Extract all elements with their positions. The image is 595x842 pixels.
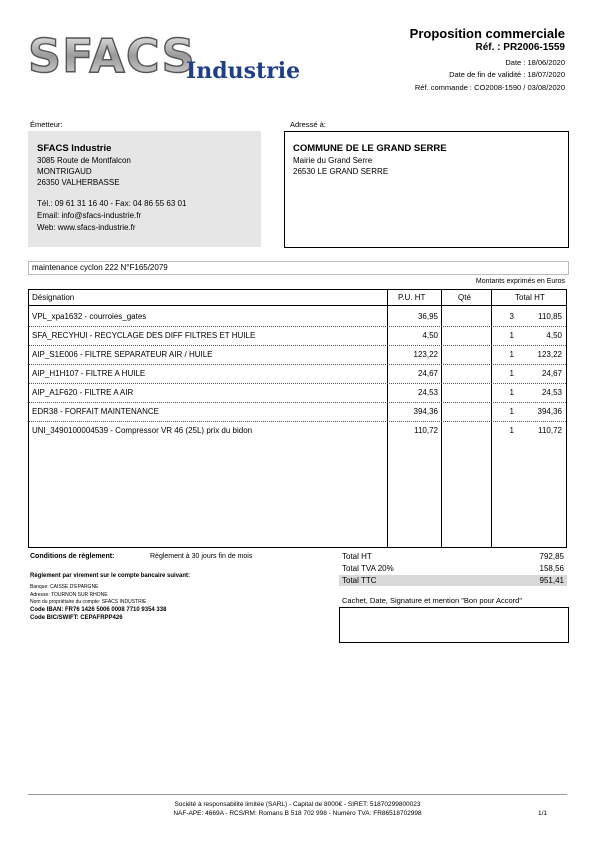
transfer-label: Règlement par virement sur le compte bancaire suivant: bbox=[30, 573, 191, 579]
table-row bbox=[29, 326, 566, 346]
sender-name: SFACS Industrie bbox=[37, 143, 112, 154]
cell-qty: 3 bbox=[509, 312, 514, 321]
items-table bbox=[28, 289, 567, 548]
currency-note: Montants exprimés en Euros bbox=[475, 278, 565, 285]
sender-web: Web: www.sfacs-industrie.fr bbox=[37, 223, 136, 232]
total-ht-row bbox=[339, 552, 567, 562]
total-ht-label: Total HT bbox=[342, 552, 372, 561]
table-row bbox=[29, 421, 566, 440]
cell-unit-price: 24,67 bbox=[417, 369, 438, 378]
sender-address-3: 26350 VALHERBASSE bbox=[37, 178, 120, 187]
table-row bbox=[29, 307, 566, 327]
cell-total: 110,72 bbox=[538, 426, 562, 435]
cell-unit-price: 24,53 bbox=[417, 388, 438, 397]
account-owner: Nom du propriétaire du compte: SFACS INDUSTRIE bbox=[30, 599, 147, 605]
subject-text: maintenance cyclon 222 N°F165/2079 bbox=[32, 263, 168, 272]
footer-divider bbox=[28, 794, 567, 795]
col-header-unit-price: P.U. HT bbox=[398, 293, 426, 302]
cell-designation: UNI_3490100004539 - Compressor VR 46 (25L) prix du bidon bbox=[32, 426, 253, 435]
cell-qty: 1 bbox=[509, 369, 514, 378]
col-header-designation: Désignation bbox=[32, 293, 75, 302]
bank-address: Adresse: TOURNON SUR RHONE bbox=[30, 592, 108, 598]
sender-box bbox=[28, 131, 261, 247]
order-ref: Réf. commande : CO2008-1590 / 03/08/2020 bbox=[414, 83, 565, 92]
iban: Code IBAN: FR76 1426 5006 0008 7710 9354 338 bbox=[30, 607, 167, 613]
total-tva-row bbox=[339, 564, 567, 574]
total-ttc-label: Total TTC bbox=[342, 576, 377, 585]
cell-qty: 1 bbox=[509, 331, 514, 340]
total-ttc-value: 951,41 bbox=[539, 576, 564, 585]
sender-email: Email: info@sfacs-industrie.fr bbox=[37, 211, 142, 220]
cell-qty: 1 bbox=[509, 350, 514, 359]
recipient-address-1: Mairie du Grand Serre bbox=[293, 156, 373, 165]
header-divider bbox=[29, 305, 566, 306]
subject-line bbox=[28, 261, 569, 275]
total-ht-value: 792,85 bbox=[539, 552, 564, 561]
cell-qty: 1 bbox=[509, 426, 514, 435]
footer-legal-2: NAF-APE: 4669A - RCS/RM: Romans B 518 702 998 - Numéro TVA: FR86518702998 bbox=[173, 810, 422, 817]
cell-total: 394,36 bbox=[537, 407, 562, 416]
sender-phone: Tél.: 09 61 31 16 40 - Fax: 04 86 55 63 01 bbox=[37, 199, 187, 208]
table-row bbox=[29, 364, 566, 384]
cell-designation: AIP_S1E006 - FILTRE SEPARATEUR AIR / HUILE bbox=[32, 350, 213, 359]
document-ref: Réf. : PR2006-1559 bbox=[475, 42, 565, 53]
total-tva-value: 158,56 bbox=[539, 564, 564, 573]
cell-unit-price: 4,50 bbox=[422, 331, 438, 340]
footer-legal-1: Société à responsabilité limitée (SARL) - Capital de 8000€ - SIRET: 51870299800023 bbox=[174, 801, 421, 808]
recipient-box bbox=[284, 131, 569, 248]
cell-unit-price: 110,72 bbox=[414, 426, 438, 435]
total-ttc-row bbox=[339, 575, 567, 586]
company-logo bbox=[28, 28, 318, 88]
col-header-qty: Qté bbox=[458, 293, 471, 302]
table-row bbox=[29, 345, 566, 365]
table-row bbox=[29, 402, 566, 422]
bic-swift: Code BIC/SWIFT: CEPAFRPP426 bbox=[30, 615, 123, 621]
signature-label: Cachet, Date, Signature et mention "Bon pour Accord" bbox=[342, 596, 523, 605]
recipient-address-2: 26530 LE GRAND SERRE bbox=[293, 167, 389, 176]
sender-address-1: 3085 Route de Montfalcon bbox=[37, 156, 131, 165]
recipient-label: Adressé à: bbox=[290, 120, 326, 129]
cell-qty: 1 bbox=[509, 407, 514, 416]
conditions-label: Conditions de règlement: bbox=[30, 553, 115, 560]
cell-designation: EDR38 - FORFAIT MAINTENANCE bbox=[32, 407, 159, 416]
page-number: 1/1 bbox=[537, 810, 547, 817]
document-title: Proposition commerciale bbox=[409, 26, 565, 41]
table-row bbox=[29, 383, 566, 403]
sender-label: Émetteur: bbox=[30, 120, 63, 129]
logo-suffix: Industrie bbox=[186, 58, 301, 84]
recipient-name: COMMUNE DE LE GRAND SERRE bbox=[293, 143, 447, 154]
logo-text: SFACS bbox=[28, 29, 196, 83]
bank-name: Banque: CAISSE D'EPARGNE bbox=[30, 584, 99, 590]
conditions-value: Règlement à 30 jours fin de mois bbox=[150, 553, 253, 560]
signature-box bbox=[339, 607, 569, 643]
cell-unit-price: 394,36 bbox=[413, 407, 438, 416]
document-date: Date : 18/06/2020 bbox=[505, 58, 565, 67]
cell-designation: AIP_H1H107 - FILTRE A HUILE bbox=[32, 369, 146, 378]
cell-total: 24,53 bbox=[541, 388, 562, 397]
validity-date: Date de fin de validité : 18/07/2020 bbox=[449, 70, 565, 79]
cell-total: 4,50 bbox=[546, 331, 562, 340]
cell-unit-price: 123,22 bbox=[413, 350, 438, 359]
cell-qty: 1 bbox=[509, 388, 514, 397]
cell-total: 123,22 bbox=[537, 350, 562, 359]
total-tva-label: Total TVA 20% bbox=[342, 564, 394, 573]
cell-unit-price: 36,95 bbox=[417, 312, 438, 321]
cell-designation: VPL_xpa1632 - courroies_gates bbox=[32, 312, 147, 321]
cell-designation: SFA_RECYHUI - RECYCLAGE DES DIFF FILTRES ET HUILE bbox=[32, 331, 256, 340]
cell-total: 24,67 bbox=[541, 369, 562, 378]
cell-total: 110,85 bbox=[538, 312, 562, 321]
sender-address-2: MONTRIGAUD bbox=[37, 167, 92, 176]
cell-designation: AIP_A1F620 - FILTRE A AIR bbox=[32, 388, 134, 397]
col-header-total: Total HT bbox=[515, 293, 545, 302]
